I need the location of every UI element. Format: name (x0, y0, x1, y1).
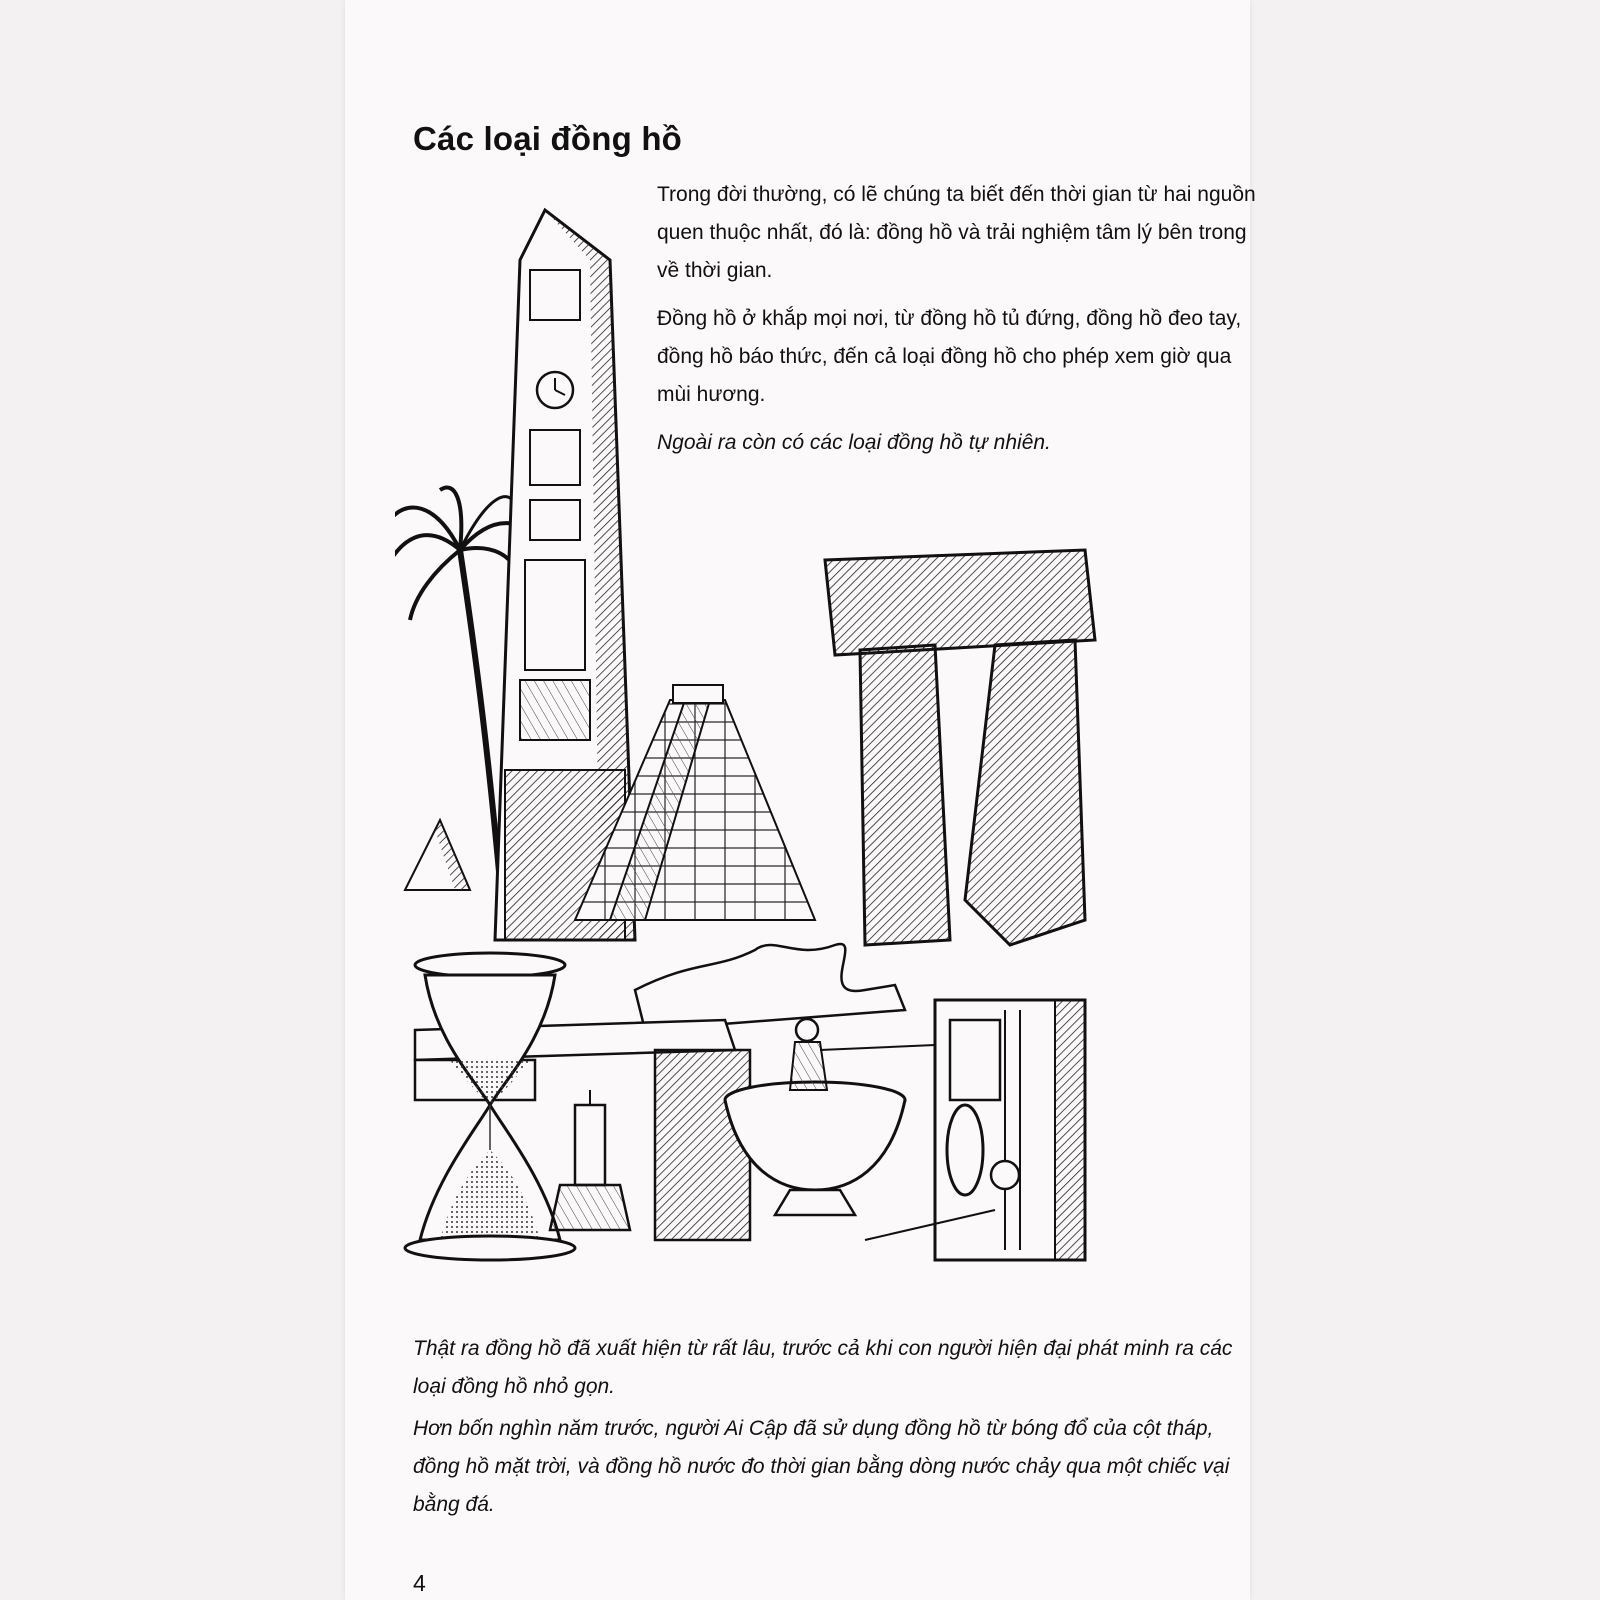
stonehenge (825, 550, 1095, 945)
intro-paragraph-2: Đồng hồ ở khắp mọi nơi, từ đồng hồ tủ đứng, đồng hồ đeo tay, đồng hồ báo thức, đến cả loại đồng hồ cho phép xem giờ qua mùi hương. (657, 307, 1242, 406)
water-channel (635, 944, 905, 1030)
small-pyramid (405, 820, 470, 890)
intro-paragraph-1: Trong đời thường, có lẽ chúng ta biết đến thời gian từ hai nguồn quen thuộc nhất, đó là: đồng hồ và trải nghiệm tâm lý bên trong về thời gian. (657, 183, 1256, 282)
intro-paragraph-3: Ngoài ra còn có các loại đồng hồ tự nhiên. (657, 431, 1051, 454)
page-number: 4 (413, 1570, 426, 1596)
caption-text (413, 1330, 1243, 1528)
hourglass (405, 953, 575, 1260)
caption-paragraph-2: Hơn bốn nghìn năm trước, người Ai Cập đã sử dụng đồng hồ từ bóng đổ của cột tháp, đồng hồ mặt trời, và đồng hồ nước đo thời gian bằng dòng nước chảy qua một chiếc vại bằng đá. (413, 1417, 1230, 1516)
candle-clock (550, 1090, 630, 1230)
mechanical-water-clock (865, 1000, 1085, 1260)
page-title: Các loại đồng hồ (413, 120, 683, 157)
caption-paragraph-1: Thật ra đồng hồ đã xuất hiện từ rất lâu, trước cả khi con người hiện đại phát minh ra các loại đồng hồ nhỏ gọn. (413, 1337, 1233, 1398)
water-bowl (725, 1019, 935, 1215)
ancient-clocks-illustration (395, 200, 1255, 1280)
